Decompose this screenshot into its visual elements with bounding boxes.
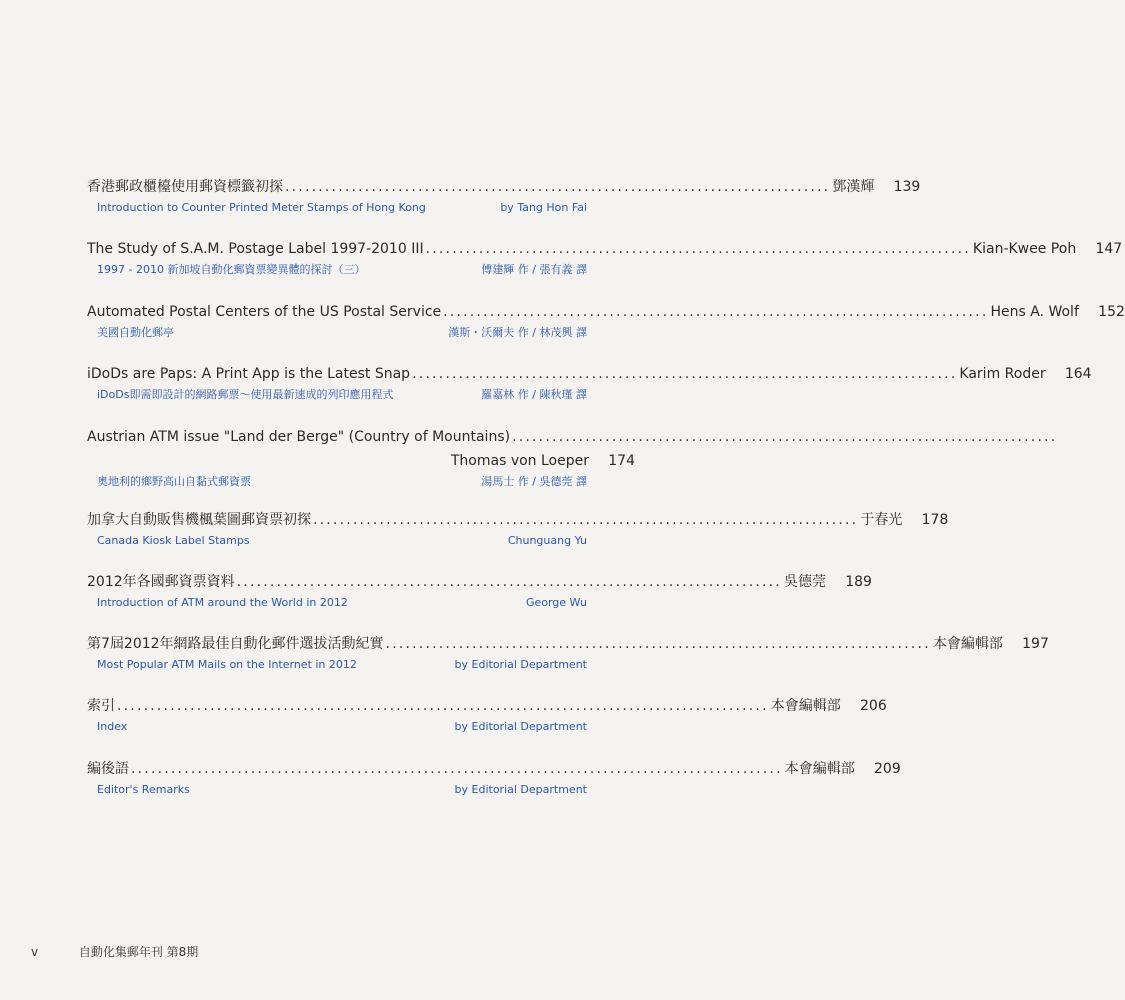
entry-page-number: 174	[608, 453, 635, 469]
entry-subtitle: iDoDs即需即設計的網路郵票～使用最新速成的列印應用程式	[97, 388, 394, 401]
entry-page-number: 209	[874, 761, 901, 777]
dot-leader: ..................................................................................	[236, 574, 782, 590]
entry-title: The Study of S.A.M. Postage Label 1997-2010 III	[87, 241, 424, 257]
entry-author: 本會編輯部	[932, 636, 1003, 652]
entry-author: Hens A. Wolf	[990, 304, 1079, 320]
entry-subauthor: 漢斯・沃爾夫 作 / 林茂興 譯	[448, 326, 587, 339]
entry-subtitle: Editor's Remarks	[97, 783, 190, 796]
entry-page-number: 164	[1064, 366, 1092, 382]
entry-subauthor: by Editorial Department	[454, 658, 587, 671]
entry-author: Karim Roder	[959, 366, 1046, 382]
toc-entry	[87, 176, 921, 217]
entry-page-number: 139	[893, 179, 921, 195]
dot-leader: ..................................................................................	[425, 241, 971, 257]
entry-author: 吳德莞	[783, 574, 826, 590]
entry-subtitle: Introduction to Counter Printed Meter Stamps of Hong Kong	[97, 201, 426, 214]
entry-page-number: 197	[1022, 636, 1049, 652]
entry-subauthor: by Tang Hon Fai	[500, 201, 587, 214]
dot-leader: ..................................................................................	[443, 304, 989, 320]
entry-title: 第7屆2012年網路最佳自動化郵件選拔活動紀實	[87, 636, 384, 652]
entry-author: Thomas von Loeper	[450, 453, 589, 469]
entry-author: 于春光	[860, 512, 903, 528]
roman-page-number: v	[31, 945, 39, 959]
entry-subtitle: Canada Kiosk Label Stamps	[97, 534, 250, 547]
toc-entry	[87, 695, 887, 736]
dot-leader: ..................................................................................	[285, 179, 831, 195]
dot-leader: ..................................................................................................	[131, 761, 783, 777]
entry-page-number: 178	[921, 512, 949, 528]
entry-page-number: 152	[1098, 304, 1125, 320]
dot-leader: ..................................................................................	[313, 512, 859, 528]
entry-subtitle: Most Popular ATM Mails on the Internet in 2012	[97, 658, 357, 671]
toc-entry	[87, 426, 1058, 491]
entry-page-number: 189	[845, 574, 872, 590]
entry-title: 索引	[87, 698, 115, 714]
toc-entry	[87, 571, 872, 612]
entry-title: 編後語	[87, 761, 129, 777]
entry-title: iDoDs are Paps: A Print App is the Latest Snap	[87, 366, 411, 382]
entry-subauthor: by Editorial Department	[454, 783, 587, 796]
entry-page-number: 206	[860, 698, 887, 714]
entry-subauthor: 羅嘉林 作 / 陳秋瑾 譯	[481, 388, 587, 401]
entry-author: 本會編輯部	[770, 698, 841, 714]
entry-subtitle: 美國自動化郵亭	[97, 326, 174, 339]
entry-author: 鄧漢輝	[832, 179, 875, 195]
entry-subauthor: Chunguang Yu	[507, 534, 587, 547]
entry-subauthor: 傅建輝 作 / 張有義 譯	[481, 263, 587, 276]
entry-title: 加拿大自動販售機楓葉圖郵資票初探	[87, 512, 311, 528]
entry-author: 本會編輯部	[784, 761, 855, 777]
entry-subauthor: George Wu	[525, 596, 587, 609]
dot-leader: ..................................................................................	[512, 429, 1058, 445]
entry-title: 2012年各國郵資票資料	[87, 574, 235, 590]
entry-subtitle: 1997 - 2010 新加坡自動化郵資票變異體的探討（三）	[97, 263, 366, 276]
toc-entry	[87, 363, 1092, 404]
toc-entry	[87, 301, 1125, 342]
toc-entry	[87, 758, 901, 799]
entry-author: Kian-Kwee Poh	[972, 241, 1077, 257]
journal-name: 自動化集郵年刊 第8期	[78, 945, 199, 959]
dot-leader: ..................................................................................	[412, 366, 958, 382]
toc-entry	[87, 509, 949, 550]
entry-subtitle: Introduction of ATM around the World in 2012	[97, 596, 348, 609]
entry-subtitle: Index	[97, 720, 128, 733]
entry-title: 香港郵政櫃檯使用郵資標籤初探	[87, 179, 283, 195]
toc-entry	[87, 238, 1123, 279]
page-footer	[31, 943, 198, 960]
entry-title: Austrian ATM issue "Land der Berge" (Country of Mountains)	[87, 429, 511, 445]
toc-entry	[87, 633, 1049, 674]
entry-subauthor: 湯馬士 作 / 吳德莞 譯	[481, 475, 587, 488]
entry-subtitle: 奧地利的鄉野高山自黏式郵資票	[97, 475, 251, 488]
dot-leader: ..................................................................................	[385, 636, 931, 652]
entry-page-number: 147	[1095, 241, 1123, 257]
dot-leader: ..................................................................................................	[117, 698, 769, 714]
entry-subauthor: by Editorial Department	[454, 720, 587, 733]
entry-title: Automated Postal Centers of the US Postal Service	[87, 304, 442, 320]
